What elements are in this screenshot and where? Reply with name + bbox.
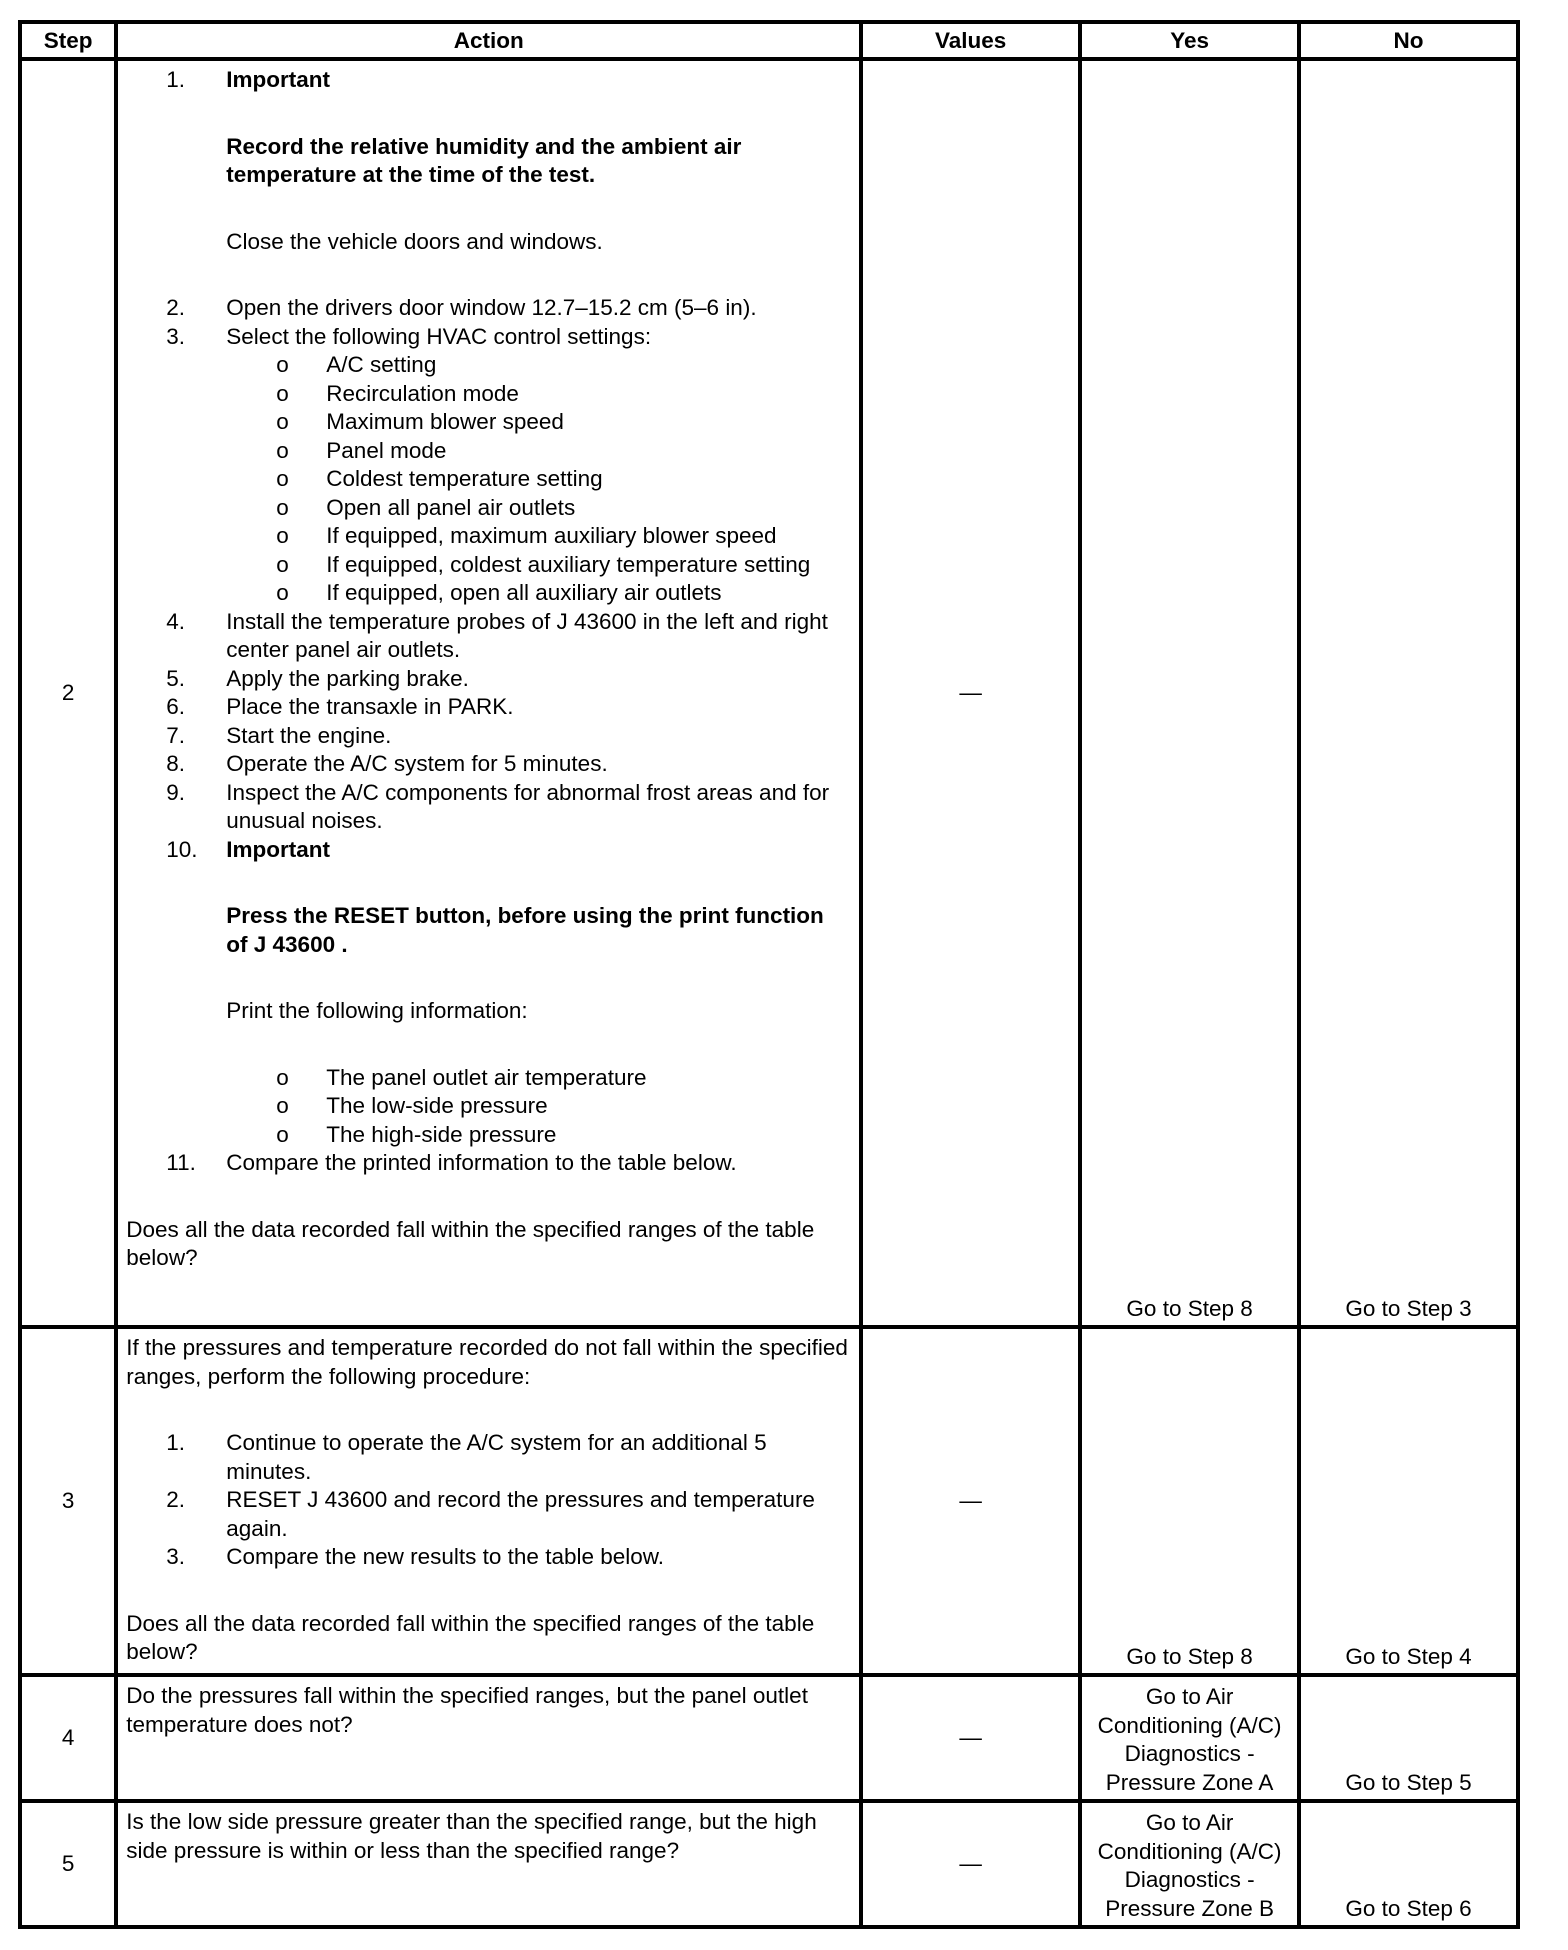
bullet-icon: o bbox=[276, 494, 289, 520]
question-text: Does all the data recorded fall within the specified ranges of the table below? bbox=[126, 1610, 815, 1664]
sub-item: o Coldest temperature setting bbox=[126, 465, 851, 494]
sub-item: o If equipped, open all auxiliary air outlets bbox=[126, 579, 851, 608]
header-row bbox=[20, 22, 1518, 59]
action-cell bbox=[116, 1327, 861, 1675]
bullet-icon: o bbox=[276, 523, 289, 548]
item-number: 8. bbox=[166, 751, 186, 776]
table-row bbox=[20, 1327, 1518, 1675]
step-number: 5 bbox=[20, 1801, 116, 1927]
item-number: 11. bbox=[166, 1150, 196, 1175]
no-result[interactable]: Go to Step 5 bbox=[1345, 1769, 1472, 1795]
item-text: Print the following information: bbox=[226, 998, 528, 1023]
action-cell bbox=[116, 1801, 861, 1927]
item-text: Install the temperature probes of J 43600 in the left and right center panel air outlets. bbox=[226, 608, 828, 662]
bullet-icon: o bbox=[276, 437, 289, 463]
list-item bbox=[126, 1543, 851, 1572]
item-number: 10. bbox=[166, 836, 198, 862]
no-cell bbox=[1299, 1675, 1518, 1801]
sub-item: o A/C setting bbox=[126, 351, 851, 380]
table-row bbox=[20, 1675, 1518, 1801]
no-result[interactable]: Go to Step 4 bbox=[1345, 1643, 1472, 1669]
header-action: Action bbox=[116, 22, 861, 59]
yes-cell bbox=[1080, 1675, 1299, 1801]
important-note: Press the RESET button, before using the print function of J 43600 . bbox=[226, 903, 824, 957]
item-text: Close the vehicle doors and windows. bbox=[226, 228, 603, 254]
step-number: 2 bbox=[20, 59, 116, 1327]
header-no: No bbox=[1299, 22, 1518, 59]
action-cell bbox=[116, 1675, 861, 1801]
header-yes: Yes bbox=[1080, 22, 1299, 59]
list-item bbox=[126, 66, 851, 294]
item-number: 1. bbox=[166, 67, 186, 92]
item-number: 7. bbox=[166, 722, 186, 748]
item-number: 5. bbox=[166, 665, 186, 691]
item-text: Compare the printed information to the table below. bbox=[226, 1150, 737, 1175]
intro-text: If the pressures and temperature recorded do not fall within the specified ranges, perform the following procedure: bbox=[126, 1335, 848, 1389]
item-number: 9. bbox=[166, 779, 186, 805]
values-cell: — bbox=[861, 1801, 1080, 1927]
important-title: Important bbox=[226, 67, 331, 92]
bullet-icon: o bbox=[276, 580, 289, 605]
list-item bbox=[126, 1486, 851, 1543]
sub-item: o The panel outlet air temperature bbox=[126, 1064, 851, 1093]
diagnostic-table bbox=[18, 20, 1520, 1929]
list-item bbox=[126, 836, 851, 1064]
list-item bbox=[126, 1149, 851, 1178]
no-cell bbox=[1299, 59, 1518, 1327]
item-text: Apply the parking brake. bbox=[226, 665, 469, 691]
table-row bbox=[20, 1801, 1518, 1927]
list-item bbox=[126, 750, 851, 779]
action-cell bbox=[116, 59, 861, 1327]
bullet-icon: o bbox=[276, 380, 289, 406]
yes-cell bbox=[1080, 1327, 1299, 1675]
bullet-icon: o bbox=[276, 409, 289, 434]
sub-item: o Panel mode bbox=[126, 437, 851, 466]
step-number: 3 bbox=[20, 1327, 116, 1675]
question-text: Do the pressures fall within the specified ranges, but the panel outlet temperature does not? bbox=[126, 1683, 808, 1737]
list-item bbox=[126, 323, 851, 352]
item-text: Place the transaxle in PARK. bbox=[226, 694, 514, 719]
list-item bbox=[126, 722, 851, 751]
list-item bbox=[126, 693, 851, 722]
item-number: 2. bbox=[166, 1487, 186, 1512]
yes-result[interactable]: Go to Air Conditioning (A/C) Diagnostics - Pressure Zone B bbox=[1097, 1810, 1282, 1921]
sub-item: o The low-side pressure bbox=[126, 1092, 851, 1121]
sub-item: o The high-side pressure bbox=[126, 1121, 851, 1150]
sub-item: o Maximum blower speed bbox=[126, 408, 851, 437]
header-values: Values bbox=[861, 22, 1080, 59]
values-cell: — bbox=[861, 1675, 1080, 1801]
yes-result[interactable]: Go to Air Conditioning (A/C) Diagnostics - Pressure Zone A bbox=[1097, 1684, 1282, 1795]
yes-cell bbox=[1080, 1801, 1299, 1927]
bullet-icon: o bbox=[276, 1121, 289, 1147]
item-text: Compare the new results to the table below. bbox=[226, 1544, 665, 1569]
step-number: 4 bbox=[20, 1675, 116, 1801]
no-result[interactable]: Go to Step 6 bbox=[1345, 1895, 1472, 1921]
item-text: Continue to operate the A/C system for an additional 5 minutes. bbox=[226, 1430, 767, 1484]
list-item bbox=[126, 608, 851, 665]
item-number: 3. bbox=[166, 323, 186, 349]
yes-result[interactable]: Go to Step 8 bbox=[1126, 1295, 1253, 1321]
yes-cell bbox=[1080, 59, 1299, 1327]
sub-item: o If equipped, maximum auxiliary blower speed bbox=[126, 522, 851, 551]
item-number: 3. bbox=[166, 1544, 186, 1569]
bullet-icon: o bbox=[276, 466, 289, 491]
values-cell: — bbox=[861, 1327, 1080, 1675]
bullet-icon: o bbox=[276, 1093, 289, 1118]
item-text: Open the drivers door window 12.7–15.2 cm (5–6 in). bbox=[226, 295, 757, 320]
no-cell bbox=[1299, 1327, 1518, 1675]
no-result[interactable]: Go to Step 3 bbox=[1345, 1295, 1472, 1321]
list-item bbox=[126, 1429, 851, 1486]
header-step: Step bbox=[20, 22, 116, 59]
item-number: 1. bbox=[166, 1430, 186, 1455]
item-number: 4. bbox=[166, 608, 186, 634]
sub-item: o Recirculation mode bbox=[126, 380, 851, 409]
list-item bbox=[126, 779, 851, 836]
item-number: 6. bbox=[166, 694, 186, 719]
important-note: Record the relative humidity and the ambient air temperature at the time of the test. bbox=[226, 133, 742, 187]
important-title: Important bbox=[226, 836, 331, 862]
table-row bbox=[20, 59, 1518, 1327]
item-text: Start the engine. bbox=[226, 722, 392, 748]
bullet-icon: o bbox=[276, 1064, 289, 1090]
yes-result[interactable]: Go to Step 8 bbox=[1126, 1643, 1253, 1669]
item-text: RESET J 43600 and record the pressures and temperature again. bbox=[226, 1487, 815, 1541]
values-cell: — bbox=[861, 59, 1080, 1327]
item-text: Select the following HVAC control settings: bbox=[226, 323, 652, 349]
question-text: Is the low side pressure greater than the specified range, but the high side pressure is within or less than the specified range? bbox=[126, 1809, 817, 1863]
list-item bbox=[126, 294, 851, 323]
sub-item: o Open all panel air outlets bbox=[126, 494, 851, 523]
sub-item: o If equipped, coldest auxiliary temperature setting bbox=[126, 551, 851, 580]
item-number: 2. bbox=[166, 295, 186, 320]
no-cell bbox=[1299, 1801, 1518, 1927]
bullet-icon: o bbox=[276, 551, 289, 577]
bullet-icon: o bbox=[276, 352, 289, 377]
list-item bbox=[126, 665, 851, 694]
question-text: Does all the data recorded fall within the specified ranges of the table below? bbox=[126, 1216, 815, 1270]
item-text: Operate the A/C system for 5 minutes. bbox=[226, 751, 608, 776]
item-text: Inspect the A/C components for abnormal frost areas and for unusual noises. bbox=[226, 779, 830, 833]
